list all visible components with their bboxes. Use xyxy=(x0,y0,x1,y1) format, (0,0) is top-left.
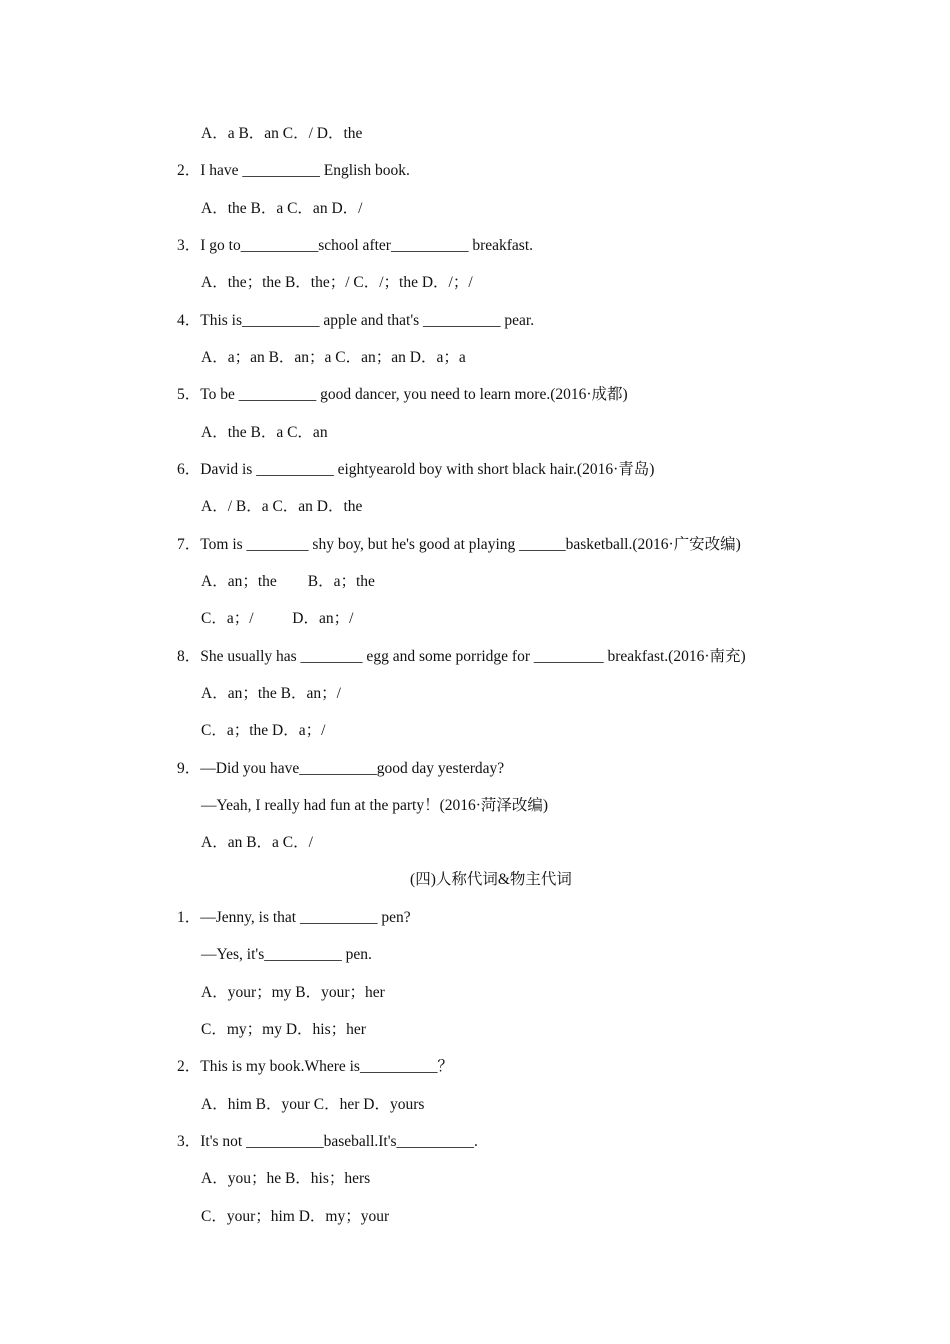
option-line: A．an B．a C．/ xyxy=(201,834,313,851)
option-line: A．/ B．a C．an D．the xyxy=(201,498,363,515)
option-line: A．the；the B．the；/ C．/；the D．/；/ xyxy=(201,274,473,291)
option-line: C．a；/ D．an；/ xyxy=(201,610,354,627)
question-line: 6．David is __________ eightyearold boy with short black hair.(2016·青岛) xyxy=(177,461,655,478)
question-line: 2．I have __________ English book. xyxy=(177,162,410,179)
section-heading: (四)人称代词&物主代词 xyxy=(410,871,572,888)
option-line: A．the B．a C．an xyxy=(201,424,328,441)
option-line: A．your；my B．your；her xyxy=(201,984,385,1001)
question-line: 7．Tom is ________ shy boy, but he's good at playing ______basketball.(2016·广安改编) xyxy=(177,536,741,553)
answer-line: —Yes, it's__________ pen. xyxy=(201,946,372,963)
question-line: 1．—Jenny, is that __________ pen? xyxy=(177,909,411,926)
option-line: C．my；my D．his；her xyxy=(201,1021,366,1038)
option-line: A．you；he B．his；hers xyxy=(201,1170,371,1187)
option-line: C．a；the D．a；/ xyxy=(201,722,326,739)
option-line: A．him B．your C．her D．yours xyxy=(201,1096,425,1113)
option-line: A．an；the B．an；/ xyxy=(201,685,341,702)
question-line: 3．I go to__________school after__________ breakfast. xyxy=(177,237,534,254)
question-line: 2．This is my book.Where is__________？ xyxy=(177,1058,453,1075)
option-line: A．an；the B．a；the xyxy=(201,573,375,590)
option-line: A．the B．a C．an D．/ xyxy=(201,200,363,217)
option-line: A．a B．an C．/ D．the xyxy=(201,125,363,142)
question-line: 5．To be __________ good dancer, you need to learn more.(2016·成都) xyxy=(177,386,628,403)
question-line: 9．—Did you have__________good day yesterday? xyxy=(177,760,505,777)
option-line: A．a；an B．an；a C．an；an D．a；a xyxy=(201,349,466,366)
question-line: 8．She usually has ________ egg and some porridge for _________ breakfast.(2016·南充) xyxy=(177,648,746,665)
answer-line: —Yeah, I really had fun at the party！(2016·菏泽改编) xyxy=(201,797,549,814)
question-line: 3．It's not __________baseball.It's__________. xyxy=(177,1133,478,1150)
question-line: 4．This is__________ apple and that's __________ pear. xyxy=(177,312,535,329)
option-line: C．your；him D．my；your xyxy=(201,1208,390,1225)
